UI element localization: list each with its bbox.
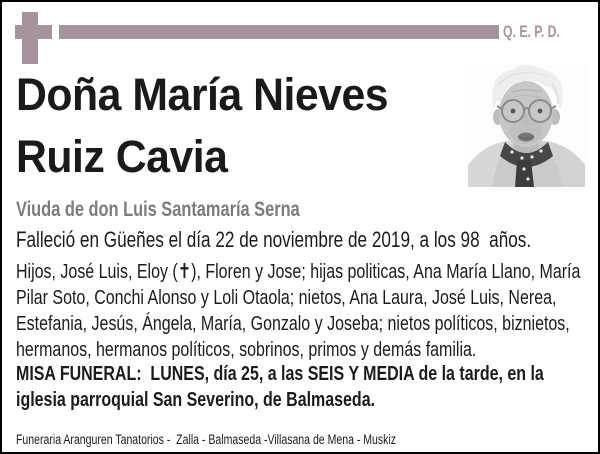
deceased-name bbox=[16, 64, 472, 188]
cross-icon-horizontal bbox=[15, 25, 52, 39]
funeral-mass-info: MISA FUNERAL: LUNES, día 25, a las SEIS Y MEDIA de la tarde, en la iglesia parroquial San Severino, de Balmaseda. bbox=[16, 362, 549, 411]
funeral-home-line: Funeraria Aranguren Tanatorios - Zalla - Balmaseda -Villasana de Mena - Muskiz bbox=[16, 432, 397, 447]
deceased-name-line2: Ruiz Cavia bbox=[16, 131, 228, 182]
relation-line: Viuda de don Luis Santamaría Serna bbox=[16, 198, 300, 221]
deceased-name-line1: Doña María Nieves bbox=[16, 69, 389, 120]
banner-rule bbox=[59, 25, 499, 39]
family-listing: Hijos, José Luis, Eloy (✝), Floren y Jose; hijas politicas, Ana María Llano, María Pilar Soto, Conchi Alonso y Loli Otaola; nietos, Ana Laura, José Luis, Nerea, Estefania, Jesús, Ángela, María, Gonzalo y Joseba; nietos políticos, biznietos, hermanos, hermanos políticos, sobrinos, primos y demás familia. bbox=[16, 260, 585, 361]
portrait-photo bbox=[466, 64, 587, 187]
qepd-label: Q. E. P. D. bbox=[503, 22, 560, 41]
death-announcement: Falleció en Güeñes el día 22 de noviembre de 2019, a los 98 años. bbox=[16, 227, 532, 252]
